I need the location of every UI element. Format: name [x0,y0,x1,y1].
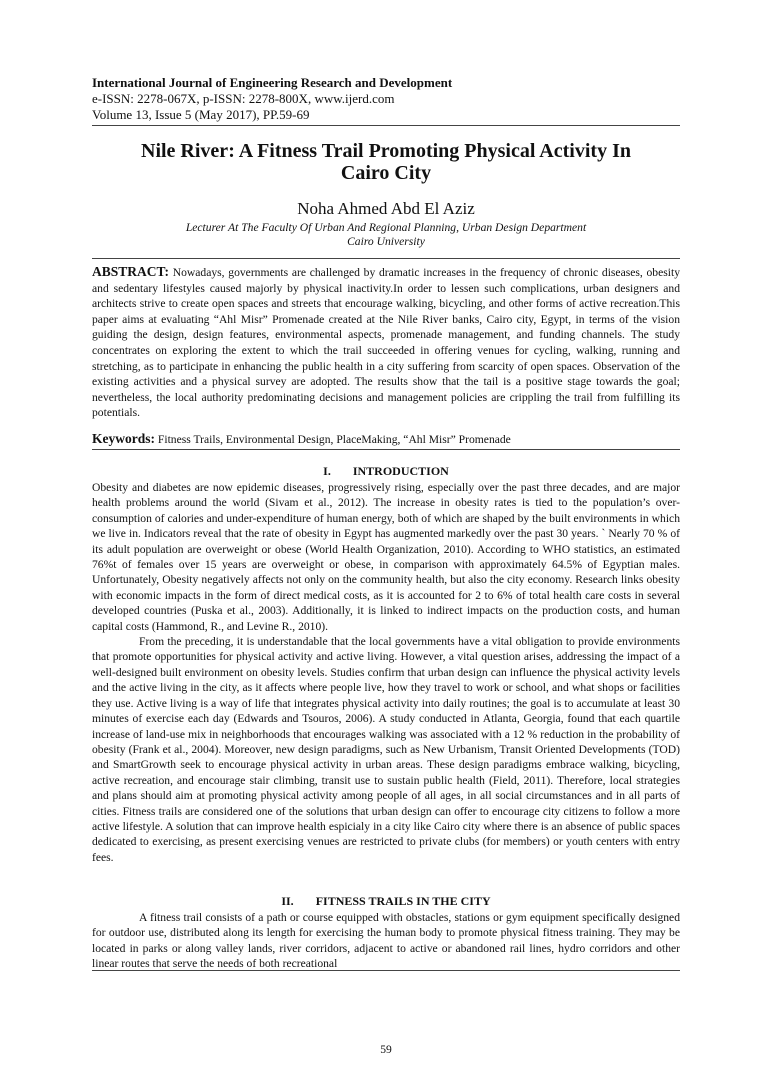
abstract-text: Nowadays, governments are challenged by dramatic increases in the frequency of chronic diseases, obesity and sedentary lifestyles caused majorly by physical inactivity.In order to lessen such complications, urban designers and architects strive to create open spaces and streets that encourage walking, bicycling, and other forms of active recreation.This paper aims at evaluating “Ahl Misr” Promenade created at the Nile River banks, Cairo city, Egypt, in terms of the vision guiding the design, design features, environmental aspects, promenade management, and funding channels. The study concentrates on exploring the extent to which the trail succeeded in offering venues for cycling, walking, running and stretching, as to participate in enhancing the public health in a city suffering from scarcity of open spaces. Observation of the existing activities and a physical survey are adopted. The results show that the tail is a positive stage towards the goal; nevertheless, the local authority predominating decisions and management policies are crippling the trail from fulfilling its potentials. [92,266,680,420]
paragraph: From the preceding, it is understandable that the local governments have a vital obligation to provide environments that promote opportunities for physical activity and active living. However, a vital question arises, addressing the impact of a well-designed built environment on obesity levels. Studies confirm that urban design can influence the physical activity levels and the active living in the city, as it affects where people live, how they travel to work or school, and what shops or facilities they use. Active living is a way of life that integrates physical activity into daily routines; the goal is to accumulate at least 30 minutes of exercise each day (Edwards and Tsouros, 2006). A study conducted in Atlanta, Georgia, found that each quartile increase of land-use mix in neighborhoods that encourages walking was associated with a 12 % reduction in the probability of obesity (Frank et al., 2004). Moreover, new design paradigms, such as New Urbanism, Transit Oriented Developments (TOD) and SmartGrowth seek to encourage physical activity in urban areas. These design paradigms embrace walking, bicycling, active recreation, and encourage stair climbing, transit use to sustain public health (Field, 2011). Therefore, local strategies and plans should aim at promoting physical activity among people of all ages, in all social circumstances and in all parts of cities. Fitness trails are considered one of the solutions that urban design can offer to encourage city citizens to follow a more active lifestyle. A solution that can improve health espicialy in a city like Cairo city where there is an absence of public spaces dedicated to exercising, as present exercising venues are restricted to private clubs (for members) or youth centers with entry fees. [92,635,680,864]
author-affiliation [92,221,680,249]
paper-title-line2: Cairo City [340,162,432,184]
fitness-trails-body [92,910,680,972]
paragraph: A fitness trail consists of a path or course equipped with obstacles, stations or gym equipment specifically designed for outdoor use, distributed along its length for exercising the human body to promote physical fitness training. They may be located in parks or along valley lands, river corridors, adjacent to active or abandoned rail lines, hydro corridors and other linear routes that serve the needs of both recreational [92,911,680,971]
journal-name: International Journal of Engineering Research and Development [92,75,453,90]
footer-rule [92,970,680,971]
page-number: 59 [380,1043,392,1056]
keywords [92,431,680,448]
journal-header [92,75,692,123]
paragraph: Obesity and diabetes are now epidemic diseases, progressively rising, especially over the past three decades, and are major health problems around the world (Sivam et al., 2012). The increase in obesity rates is tied to the population’s over-consumption of calories and under-expenditure of human energy, both of which are shaped by the built environments in which we live in. Indicators reveal that the rate of obesity in Egypt has augmented markedly over the past 30 years. ` Nearly 70 % of its adult population are overweight or obese (World Health Organization, 2010). According to WHO statistics, an estimated 76%t of females over 15 years are overweight or obese, in comparison with approximately 64.5% of Egyptian males. Unfortunately, Obesity negatively affects not only on the community health, but also the city economy. Research links obesity with economic impacts in the form of direct medical costs, as it is accounted for 2 to 6% of total health care costs in several developed countries (Puska et al., 2003). Additionally, it is linked to indirect impacts on the production costs, and human capital costs (Hammond, R., and Levine R., 2010). [92,481,680,633]
section-title: FITNESS TRAILS IN THE CITY [315,894,491,908]
header-rule [92,125,680,126]
section-heading-introduction [92,464,680,479]
keywords-text: Fitness Trails, Environmental Design, PlaceMaking, “Ahl Misr” Promenade [157,433,511,446]
author-name: Noha Ahmed Abd El Aziz [297,199,475,218]
affiliation-line1: Lecturer At The Faculty Of Urban And Regional Planning, Urban Design Department [185,221,587,234]
abstract [92,264,680,421]
abstract-label: ABSTRACT: [92,264,170,279]
journal-issn: e-ISSN: 2278-067X, p-ISSN: 2278-800X, www.ijerd.com [92,91,395,106]
section-number: I. [323,464,331,478]
abstract-bottom-rule [92,449,680,450]
section-title: INTRODUCTION [352,464,449,478]
affiliation-line2: Cairo University [347,235,425,248]
abstract-top-rule [92,258,680,259]
journal-volume: Volume 13, Issue 5 (May 2017), PP.59-69 [92,107,310,122]
paper-title [92,140,680,184]
section-heading-fitness-trails [92,894,680,909]
paper-title-line1: Nile River: A Fitness Trail Promoting Physical Activity In [141,140,631,162]
introduction-body [92,480,680,865]
section-number: II. [281,894,294,908]
keywords-label: Keywords: [92,431,155,446]
